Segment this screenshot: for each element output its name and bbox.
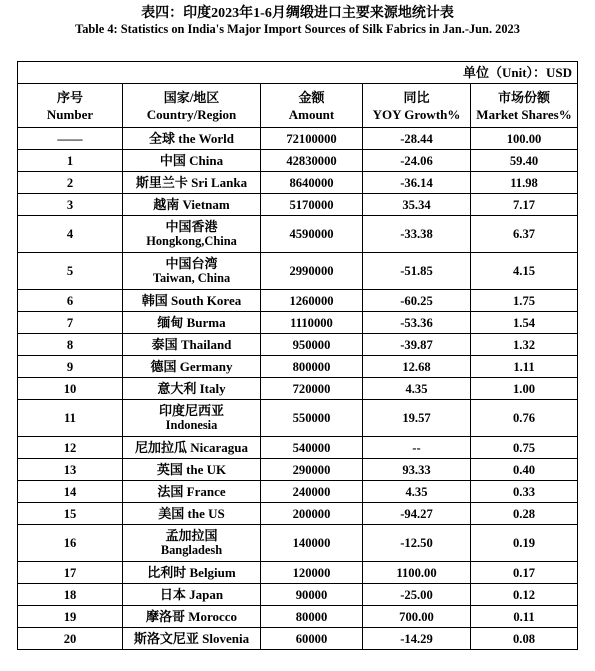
country-name: 美国 the US bbox=[158, 505, 225, 521]
header-number-cn: 序号 bbox=[56, 89, 83, 105]
row-amount: 1110000 bbox=[261, 312, 363, 334]
unit-row bbox=[18, 62, 578, 84]
row-amount: 1260000 bbox=[261, 290, 363, 312]
table-title-cn: 表四：印度2023年1-6月绸缎进口主要来源地统计表 bbox=[141, 6, 454, 21]
country-name-en: Taiwan, China bbox=[152, 271, 231, 285]
country-name: 印度尼西亚 bbox=[158, 403, 224, 418]
row-number: 2 bbox=[18, 172, 123, 194]
import-sources-table bbox=[17, 61, 578, 650]
row-yoy: -14.29 bbox=[363, 628, 471, 650]
header-yoy-cn: 同比 bbox=[403, 89, 430, 105]
row-country bbox=[123, 400, 261, 437]
row-country bbox=[123, 606, 261, 628]
row-amount: 4590000 bbox=[261, 216, 363, 253]
row-amount: 550000 bbox=[261, 400, 363, 437]
row-number: 4 bbox=[18, 216, 123, 253]
row-number: 9 bbox=[18, 356, 123, 378]
row-amount: 60000 bbox=[261, 628, 363, 650]
country-name: 全球 the World bbox=[149, 130, 234, 146]
row-number: 3 bbox=[18, 194, 123, 216]
row-share: 1.32 bbox=[471, 334, 578, 356]
row-share: 0.76 bbox=[471, 400, 578, 437]
row-amount: 80000 bbox=[261, 606, 363, 628]
row-number: 1 bbox=[18, 150, 123, 172]
header-share-cn: 市场份额 bbox=[498, 89, 551, 105]
country-name: 中国香港 bbox=[165, 219, 218, 234]
row-country bbox=[123, 312, 261, 334]
row-amount: 42830000 bbox=[261, 150, 363, 172]
row-country bbox=[123, 525, 261, 562]
row-share: 4.15 bbox=[471, 253, 578, 290]
row-yoy: -39.87 bbox=[363, 334, 471, 356]
row-yoy: 700.00 bbox=[363, 606, 471, 628]
row-yoy: -60.25 bbox=[363, 290, 471, 312]
row-yoy: 1100.00 bbox=[363, 562, 471, 584]
table-row bbox=[18, 128, 578, 150]
row-amount: 540000 bbox=[261, 437, 363, 459]
row-country bbox=[123, 628, 261, 650]
country-name: 德国 Germany bbox=[150, 358, 233, 374]
header-share-en: Market Shares% bbox=[476, 106, 572, 122]
row-number: 20 bbox=[18, 628, 123, 650]
table-row bbox=[18, 194, 578, 216]
row-share: 0.08 bbox=[471, 628, 578, 650]
header-country-cn: 国家/地区 bbox=[163, 89, 220, 105]
row-number: 5 bbox=[18, 253, 123, 290]
row-yoy: -94.27 bbox=[363, 503, 471, 525]
row-yoy: 4.35 bbox=[363, 481, 471, 503]
country-name: 孟加拉国 bbox=[165, 528, 218, 543]
row-amount: 800000 bbox=[261, 356, 363, 378]
row-amount: 290000 bbox=[261, 459, 363, 481]
row-number: 8 bbox=[18, 334, 123, 356]
country-name: 法国 France bbox=[157, 483, 226, 499]
country-name: 比利时 Belgium bbox=[147, 564, 236, 580]
row-number: 16 bbox=[18, 525, 123, 562]
table-row bbox=[18, 172, 578, 194]
row-share: 0.19 bbox=[471, 525, 578, 562]
table-row bbox=[18, 378, 578, 400]
row-number: 18 bbox=[18, 584, 123, 606]
row-yoy: 35.34 bbox=[363, 194, 471, 216]
header-number-en: Number bbox=[46, 106, 94, 122]
row-number: 7 bbox=[18, 312, 123, 334]
row-yoy: 93.33 bbox=[363, 459, 471, 481]
row-yoy: 19.57 bbox=[363, 400, 471, 437]
header-yoy-en: YOY Growth% bbox=[372, 106, 461, 122]
row-yoy: -53.36 bbox=[363, 312, 471, 334]
country-name: 泰国 Thailand bbox=[151, 336, 232, 352]
country-name: 韩国 South Korea bbox=[141, 292, 242, 308]
row-number: 12 bbox=[18, 437, 123, 459]
row-country bbox=[123, 562, 261, 584]
row-amount: 140000 bbox=[261, 525, 363, 562]
row-number: 15 bbox=[18, 503, 123, 525]
row-yoy: 12.68 bbox=[363, 356, 471, 378]
country-name: 尼加拉瓜 Nicaragua bbox=[134, 439, 249, 455]
row-country bbox=[123, 194, 261, 216]
row-share: 59.40 bbox=[471, 150, 578, 172]
country-name: 中国台湾 bbox=[165, 256, 218, 271]
row-share: 6.37 bbox=[471, 216, 578, 253]
country-name: 越南 Vietnam bbox=[153, 196, 230, 212]
row-share: 0.11 bbox=[471, 606, 578, 628]
row-country bbox=[123, 356, 261, 378]
country-name: 斯洛文尼亚 Slovenia bbox=[133, 630, 250, 646]
title-block bbox=[0, 0, 595, 37]
row-amount: 8640000 bbox=[261, 172, 363, 194]
row-country bbox=[123, 150, 261, 172]
row-amount: 5170000 bbox=[261, 194, 363, 216]
table-row bbox=[18, 356, 578, 378]
table-row bbox=[18, 216, 578, 253]
table-row bbox=[18, 150, 578, 172]
country-name: 缅甸 Burma bbox=[157, 314, 226, 330]
country-name: 摩洛哥 Morocco bbox=[145, 608, 238, 624]
row-share: 7.17 bbox=[471, 194, 578, 216]
country-name-en: Hongkong,China bbox=[146, 234, 237, 248]
country-name-en: Indonesia bbox=[165, 418, 218, 432]
row-share: 1.54 bbox=[471, 312, 578, 334]
row-country bbox=[123, 290, 261, 312]
country-name-en: Bangladesh bbox=[160, 543, 223, 557]
row-amount: 720000 bbox=[261, 378, 363, 400]
row-country bbox=[123, 334, 261, 356]
header-share bbox=[471, 84, 578, 128]
table-row bbox=[18, 503, 578, 525]
row-number: 10 bbox=[18, 378, 123, 400]
row-yoy: -25.00 bbox=[363, 584, 471, 606]
country-name: 中国 China bbox=[159, 152, 224, 168]
row-number: 11 bbox=[18, 400, 123, 437]
row-share: 11.98 bbox=[471, 172, 578, 194]
row-number: 6 bbox=[18, 290, 123, 312]
table-row bbox=[18, 459, 578, 481]
header-yoy bbox=[363, 84, 471, 128]
row-share: 0.75 bbox=[471, 437, 578, 459]
row-number: 14 bbox=[18, 481, 123, 503]
row-number: 17 bbox=[18, 562, 123, 584]
table-row bbox=[18, 290, 578, 312]
row-share: 1.75 bbox=[471, 290, 578, 312]
country-name: 斯里兰卡 Sri Lanka bbox=[135, 174, 248, 190]
header-country bbox=[123, 84, 261, 128]
row-country bbox=[123, 172, 261, 194]
table-row bbox=[18, 628, 578, 650]
table-row bbox=[18, 334, 578, 356]
row-country bbox=[123, 378, 261, 400]
row-share: 0.12 bbox=[471, 584, 578, 606]
row-yoy: -33.38 bbox=[363, 216, 471, 253]
row-country bbox=[123, 503, 261, 525]
row-share: 0.28 bbox=[471, 503, 578, 525]
row-amount: 120000 bbox=[261, 562, 363, 584]
row-amount: 240000 bbox=[261, 481, 363, 503]
row-share: 0.17 bbox=[471, 562, 578, 584]
row-amount: 200000 bbox=[261, 503, 363, 525]
country-name: 意大利 Italy bbox=[157, 380, 226, 396]
table-row bbox=[18, 606, 578, 628]
header-row bbox=[18, 84, 578, 128]
table-row bbox=[18, 253, 578, 290]
row-share: 0.33 bbox=[471, 481, 578, 503]
table-row bbox=[18, 437, 578, 459]
row-number: 19 bbox=[18, 606, 123, 628]
row-number: —— bbox=[18, 128, 123, 150]
row-country bbox=[123, 128, 261, 150]
row-country bbox=[123, 584, 261, 606]
table-title-en: Table 4: Statistics on India's Major Import Sources of Silk Fabrics in Jan.-Jun. 2023 bbox=[75, 22, 520, 36]
header-number bbox=[18, 84, 123, 128]
row-country bbox=[123, 459, 261, 481]
row-country bbox=[123, 253, 261, 290]
row-share: 100.00 bbox=[471, 128, 578, 150]
country-name: 日本 Japan bbox=[159, 586, 224, 602]
table-row bbox=[18, 312, 578, 334]
country-name: 英国 the UK bbox=[156, 461, 227, 477]
row-country bbox=[123, 437, 261, 459]
header-amount-en: Amount bbox=[288, 106, 335, 122]
row-amount: 90000 bbox=[261, 584, 363, 606]
row-yoy: 4.35 bbox=[363, 378, 471, 400]
unit-label: 单位（Unit）：USD bbox=[18, 62, 578, 84]
table-row bbox=[18, 584, 578, 606]
row-yoy: -28.44 bbox=[363, 128, 471, 150]
row-yoy: -36.14 bbox=[363, 172, 471, 194]
table-row bbox=[18, 525, 578, 562]
table-row bbox=[18, 400, 578, 437]
header-country-en: Country/Region bbox=[146, 106, 237, 122]
header-amount-cn: 金额 bbox=[298, 89, 325, 105]
row-yoy: -12.50 bbox=[363, 525, 471, 562]
row-share: 1.11 bbox=[471, 356, 578, 378]
row-share: 0.40 bbox=[471, 459, 578, 481]
row-yoy: -- bbox=[363, 437, 471, 459]
row-country bbox=[123, 481, 261, 503]
row-country bbox=[123, 216, 261, 253]
table-row bbox=[18, 481, 578, 503]
row-share: 1.00 bbox=[471, 378, 578, 400]
row-yoy: -51.85 bbox=[363, 253, 471, 290]
row-number: 13 bbox=[18, 459, 123, 481]
row-yoy: -24.06 bbox=[363, 150, 471, 172]
header-amount bbox=[261, 84, 363, 128]
row-amount: 72100000 bbox=[261, 128, 363, 150]
row-amount: 950000 bbox=[261, 334, 363, 356]
table-row bbox=[18, 562, 578, 584]
row-amount: 2990000 bbox=[261, 253, 363, 290]
